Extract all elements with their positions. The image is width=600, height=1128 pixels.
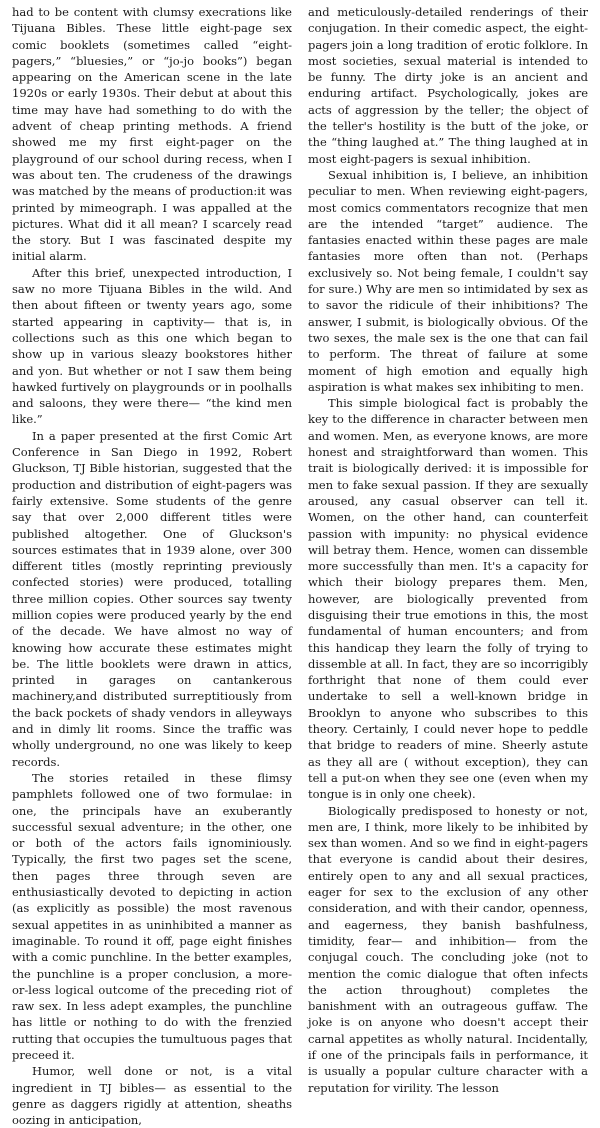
- paragraph: and meticulously-detailed renderings of their conjugation. In their comedic aspect, the eight-pagers join a long tradition of erotic folklore. In most societies, sexual material is intended to be funny. The dirty joke is an ancient and enduring artifact. Psychologically, jokes are acts of aggression by the teller; the object of the teller's hostility is the butt of the joke, or the “thing laughed at.” The thing laughed at in most eight-pagers is sexual inhibition.: [308, 5, 588, 166]
- paragraph: Biologically predisposed to honesty or not, men are, I think, more likely to be inhibited by sex than women. And so we find in eight-pagers that everyone is candid about their desires, entirely open to any and all sexual practices, eager for sex to the exclusion of any other consideration, and with their candor, openness, and eagerness, they banish bashfulness, timidity, fear— and inhibition— from the conjugal couch. The concluding joke (not to mention the comic dialogue that often infects the action throughout) completes the banishment with an outrageous guffaw. The joke is on anyone who doesn't accept their carnal appetites as wholly natural. Incidentally, if one of the principals fails in performance, it is usually a popular culture character with a reputation for virility. The lesson: [308, 803, 588, 1095]
- paragraph: Humor, well done or not, is a vital ingredient in TJ bibles— as essential to the genre as daggers rigidly at attention, sheaths oozing in anticipation,: [12, 1064, 292, 1128]
- left-column: [12, 4, 292, 1128]
- paragraph: In a paper presented at the first Comic Art Conference in San Diego in 1992, Robert Gluckson, TJ Bible historian, suggested that the production and distribution of eight-pagers was fairly extensive. Some students of the genre say that over 2,000 different titles were published altogether. One of Gluckson's sources estimates that in 1939 alone, over 300 different titles (mostly reprinting previously confected stories) were produced, totalling three million copies. Other sources say twenty million copies were produced yearly by the end of the decade. We have almost no way of knowing how accurate these estimates might be. The little booklets were drawn in attics, printed in garages on cantankerous machinery,and distributed surreptitiously from the back pockets of shady vendors in alleyways and in dimly lit rooms. Since the traffic was wholly underground, no one was likely to keep records.: [12, 428, 292, 769]
- paragraph: This simple biological fact is probably the key to the difference in character between men and women. Men, as everyone knows, are more honest and straightforward than women. This trait is biologically derived: it is impossible for men to fake sexual passion. If they are sexually aroused, any casual observer can tell it. Women, on the other hand, can counterfeit passion with impunity: no physical evidence will betray them. Hence, women can dissemble more successfully than men. It's a capacity for which their biology prepares them. Men, however, are biologically prevented from disguising their true emotions in this, the most fundamental of human encounters; and from this handicap they learn the folly of trying to dissemble at all. In fact, they are so incorrigibly forthright that none of them could ever undertake to sell a well-known bridge in Brooklyn to anyone who subscribes to this theory. Certainly, I could never hope to peddle that bridge to readers of mine. Sheerly astute as they all are ( without exception), they can tell a put-on when they see one (even when my tongue is in only one cheek).: [308, 396, 588, 802]
- paragraph: had to be content with clumsy execrations like Tijuana Bibles. These little eight-page sex comic booklets (sometimes called “eight-pagers,” “bluesies,” or “jo-jo books”) began appearing on the American scene in the late 1920s or early 1930s. Their debut at about this time may have had something to do with the advent of cheap printing methods. A friend showed me my first eight-pager on the playground of our school during recess, when I was about ten. The crudeness of the drawings was matched by the means of production:it was printed by mimeograph. I was appalled at the pictures. What did it all mean? I scarcely read the story. But I was fascinated despite my initial alarm.: [12, 5, 292, 264]
- paragraph: Sexual inhibition is, I believe, an inhibition peculiar to men. When reviewing eight-pagers, most comics commentators recognize that men are the intended “target” audience. The fantasies enacted within these pages are male fantasies more often than not. (Perhaps exclusively so. Not being female, I couldn't say for sure.) Why are men so intimidated by sex as to savor the ridicule of their inhibitions? The answer, I submit, is biologically obvious. Of the two sexes, the male sex is the one that can fail to perform. The threat of failure at some moment of high emotion and equally high aspiration is what makes sex inhibiting to men.: [308, 167, 588, 394]
- right-column: [308, 4, 588, 1095]
- paragraph: The stories retailed in these flimsy pamphlets followed one of two formulae: in one, the principals have an exuberantly successful sexual adventure; in the other, one or both of the actors fails ignominiously. Typically, the first two pages set the scene, then pages three through seven are enthusiastically devoted to depicting in action (as explicitly as possible) the most ravenous sexual appetites in as uninhibited a manner as imaginable. To round it off, page eight finishes with a comic punchline. In the better examples, the punchline is a proper conclusion, a more-or-less logical outcome of the preceding riot of raw sex. In less adept examples, the punchline has little or nothing to do with the frenzied rutting that occupies the tumultuous pages that preceed it.: [12, 770, 292, 1062]
- paragraph: After this brief, unexpected introduction, I saw no more Tijuana Bibles in the wild. And then about fifteen or twenty years ago, some started appearing in captivity— that is, in collections such as this one which began to show up in various sleazy bookstores hither and yon. But whether or not I saw them being hawked furtively on playgrounds or in poolhalls and saloons, they were there— “the kind men like.”: [12, 265, 292, 427]
